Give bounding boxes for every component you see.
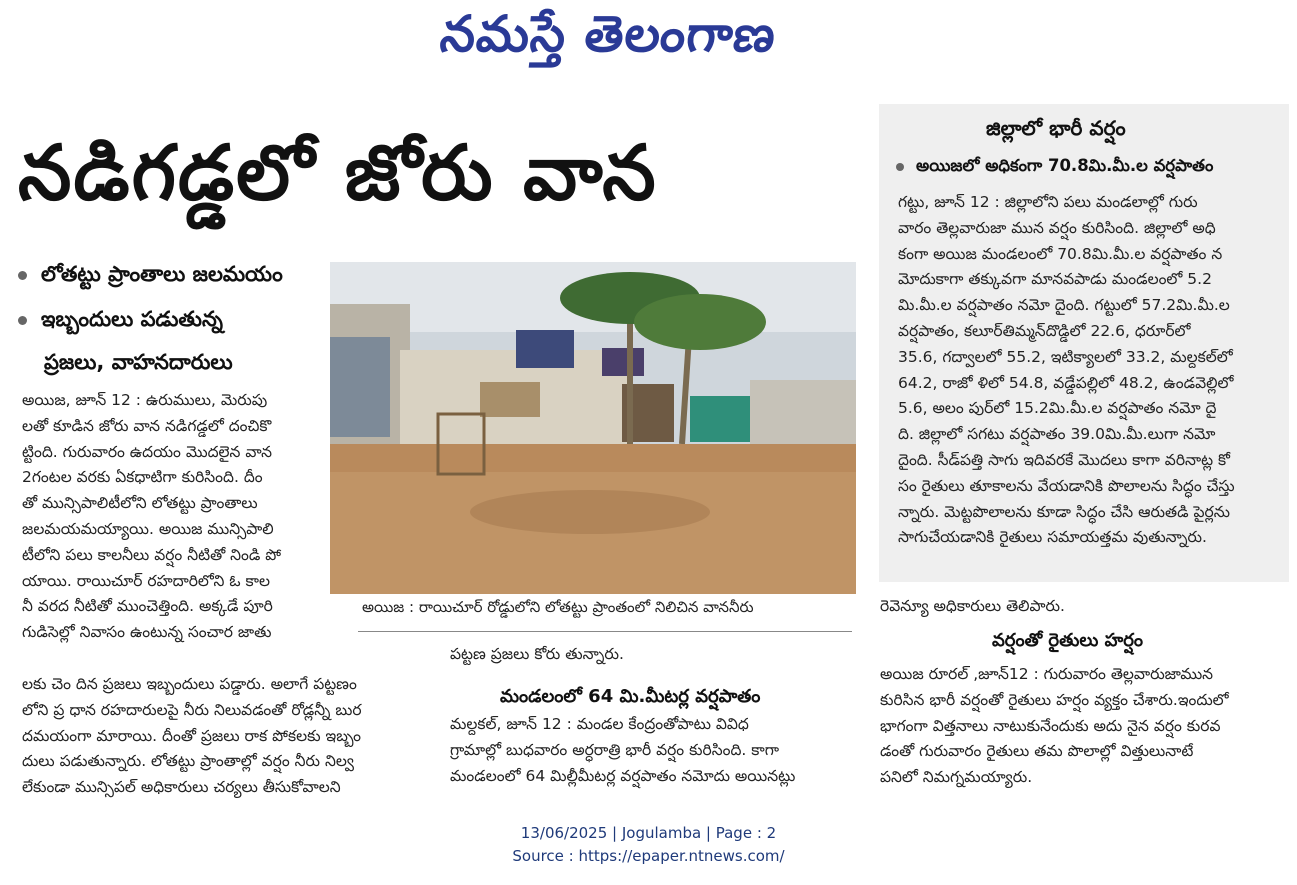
article-line: కంగా అయిజ మండలంలో 70.8మి.మీ.ల వర్షపాతం న xyxy=(898,244,1223,263)
article-line: దైంది. సీడ్‌పత్తి సాగు ఇదివరకే మొదలు కాగా వరినాట్ల కో xyxy=(898,450,1230,469)
center-section-body xyxy=(450,712,852,789)
article-line: మల్దకల్, జూన్ 12 : మండల కేంద్రంతోపాటు వివిధ xyxy=(450,715,749,733)
news-photo-flooded-road xyxy=(330,262,856,594)
article-line: నీ వరద నీటితో ముంచెత్తింది. అక్కడే పూరి xyxy=(22,597,273,616)
article-line: కురిసిన భారీ వర్షంతో రైతులు హర్షం వ్యక్తం చేశారు.ఇందులో xyxy=(880,690,1229,709)
article-line: అయిజ, జూన్ 12 : ఉరుములు, మెరుపు xyxy=(22,391,268,409)
article-line: లకు చెం దిన ప్రజలు ఇబ్బందులు పడ్డారు. అలాగే పట్టణం xyxy=(22,675,357,693)
article-line: ట్టింది. గురువారం ఉదయం మొదలైన వాన xyxy=(22,442,272,461)
sidebar-body xyxy=(898,190,1283,551)
article-line: వర్షపాతం, కలూర్‌తిమ్మన్‌దొడ్డిలో 22.6, ధరూర్‌లో xyxy=(898,321,1191,340)
footer-source-link[interactable]: Source : https://epaper.ntnews.com/ xyxy=(512,847,785,865)
article-line: దులు పడుతున్నారు. లోతట్టు ప్రాంతాల్లో వర్షం నీరు నిల్వ xyxy=(22,752,354,771)
article-line: ది. జిల్లాలో సగటు వర్షపాతం 39.0మి.మీ.లుగా నమో xyxy=(898,425,1216,444)
photo-caption: అయిజ : రాయిచూర్ రోడ్డులోని లోతట్టు ప్రాంతంలో నిలిచిన వాననీరు xyxy=(362,598,754,616)
sidebar-subheading: అయిజలో అధికంగా 70.8మి.మీ.ల వర్షపాతం xyxy=(896,156,1213,179)
article-line: వారం తెల్లవారుజా మున వర్షం కురిసింది. జిల్లాలో అధి xyxy=(898,218,1216,237)
article-line: భాగంగా విత్తనాలు నాటుకునేందుకు అదు నైన వర్షం కురవ xyxy=(880,716,1221,735)
bullet-subline: ప్రజలు, వాహనదారులు xyxy=(44,350,233,374)
page-headline: నడిగడ్డలో జోరు వాన xyxy=(18,128,658,217)
article-line: 5.6, అలం పుర్‌లో 15.2మి.మీ.ల వర్షపాతం నమో దై xyxy=(898,399,1217,418)
article-line: న్నారు. మెట్టపొలాలను కూడా సిద్ధం చేసి ఆరుతడి పైర్లను xyxy=(898,502,1230,521)
caption-divider xyxy=(358,631,852,632)
article-line: లేకుండా మున్సిపల్ అధికారులు చర్యలు తీసుకోవాలని xyxy=(22,778,341,797)
center-section-heading: మండలంలో 64 మి.మీటర్ల వర్షపాతం xyxy=(500,686,761,707)
article-line: లతో కూడిన జోరు వాన నడిగడ్డలో దంచికొ xyxy=(22,416,272,435)
article-line: మి.మీ.ల వర్షపాతం నమో దైంది. గట్టులో 57.2మి.మీ.ల xyxy=(898,296,1230,315)
article-line: డంతో గురువారం రైతులు తమ పొలాల్లో విత్తులునాటే xyxy=(880,742,1194,761)
article-line: టీలోని పలు కాలనీలు వర్షం నీటితో నిండి పో xyxy=(22,545,282,564)
article-line: మండలంలో 64 మిల్లీమీటర్ల వర్షపాతం నమోదు అయినట్లు xyxy=(450,766,796,785)
article-line: గుడిసెల్లో నివాసం ఉంటున్న సంచార జాతు xyxy=(22,623,272,642)
article-line: 35.6, గద్వాలలో 55.2, ఇటిక్యాలలో 33.2, మల్దకల్‌లో xyxy=(898,347,1233,366)
sidebar-continuation: రెవెన్యూ అధికారులు తెలిపారు. xyxy=(880,597,1065,615)
headline-bullet-2: ఇబ్బందులు పడుతున్న xyxy=(18,307,223,337)
bullet-dot-icon xyxy=(896,163,904,171)
article-line: 2గంటల వరకు ఏకధాటిగా కురిసింది. దీం xyxy=(22,468,263,487)
headline-bullet-1: లోతట్టు ప్రాంతాలు జలమయం xyxy=(18,262,283,292)
left-article-narrow xyxy=(22,388,318,646)
bullet-dot-icon xyxy=(18,316,27,325)
article-line: తో మున్సిపాలిటీలోని లోతట్టు ప్రాంతాలు xyxy=(22,494,258,513)
article-line: మోదుకాగా తక్కువగా మానవపాడు మండలంలో 5.2 xyxy=(898,270,1212,289)
article-line: 64.2, రాజో ళిలో 54.8, వడ్డేపల్లిలో 48.2, ఉండవెల్లిలో xyxy=(898,373,1234,392)
article-line: లోని ప్ర ధాన రహదారులపై నీరు నిలువడంతో రోడ్లన్నీ బుర xyxy=(22,700,362,719)
sidebar-heading: జిల్లాలో భారీ వర్షం xyxy=(986,116,1126,140)
right-section-body xyxy=(880,662,1285,791)
right-section-heading: వర్షంతో రైతులు హర్షం xyxy=(992,630,1143,651)
left-article-wide xyxy=(22,672,442,801)
bullet-dot-icon xyxy=(18,271,27,280)
article-line: సాగుచేయడానికి రైతులు సమాయత్తమ వుతున్నారు. xyxy=(898,528,1207,547)
article-line: గట్టు, జూన్ 12 : జిల్లాలోని పలు మండలాల్లో గురు xyxy=(898,193,1198,211)
article-line: దమయంగా మారాయి. దీంతో ప్రజలు రాక పోకలకు ఇబ్బం xyxy=(22,726,361,745)
article-line: పనిలో నిమగ్నమయ్యారు. xyxy=(880,768,1033,787)
article-line: అయిజ రూరల్ ,జూన్12 : గురువారం తెల్లవారుజామున xyxy=(880,665,1214,683)
center-continuation: పట్టణ ప్రజలు కోరు తున్నారు. xyxy=(450,645,624,663)
article-line: గ్రామాల్లో బుధవారం అర్ధరాత్రి భారీ వర్షం కురిసింది. కాగా xyxy=(450,740,779,759)
newspaper-masthead: నమస్తే తెలంగాణ xyxy=(437,4,780,63)
article-line: సం రైతులు తూకాలను వేయడానికి పొలాలను సిద్ధం చేస్తు xyxy=(898,476,1235,495)
article-line: జలమయమయ్యాయి. అయిజ మున్సిపాలి xyxy=(22,519,274,538)
article-line: యాయి. రాయిచూర్ రహదారిలోని ఓ కాల xyxy=(22,571,270,590)
footer-date-edition: 13/06/2025 | Jogulamba | Page : 2 xyxy=(520,824,777,842)
